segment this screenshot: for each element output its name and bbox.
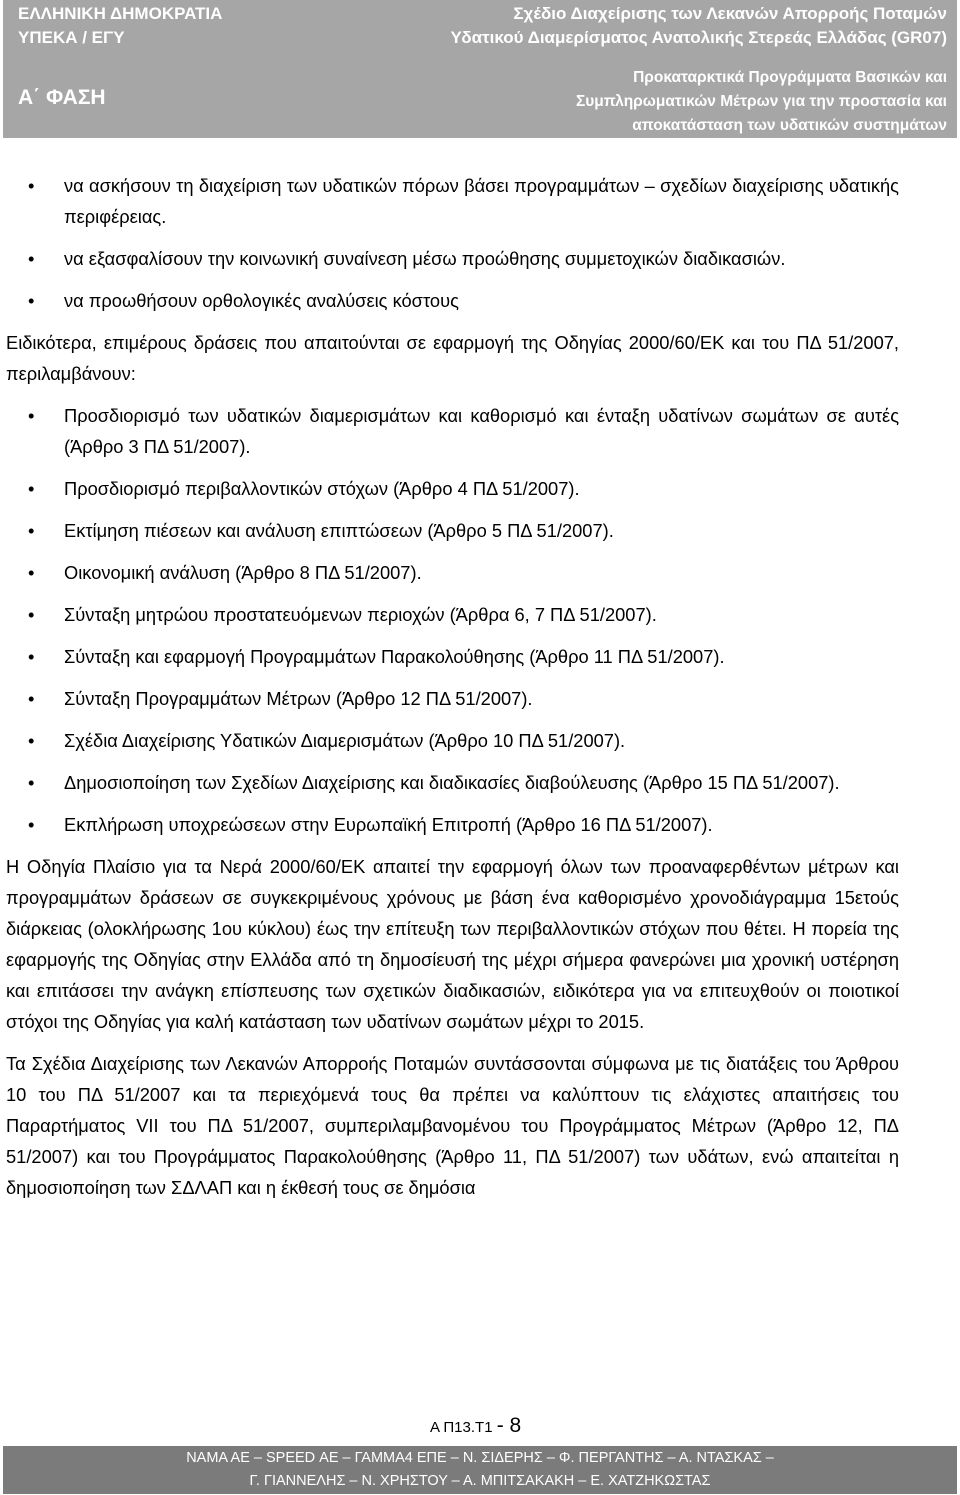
header-subtitle-line1: Προκαταρκτικά Προγράμματα Βασικών και [633, 69, 947, 86]
bullet-icon: • [28, 405, 35, 426]
document-footer [3, 1446, 957, 1494]
bullet-icon: • [28, 478, 35, 499]
header-republic: ΕΛΛΗΝΙΚΗ ΔΗΜΟΚΡΑΤΙΑ [18, 4, 223, 23]
list-item: • να εξασφαλίσουν την κοινωνική συναίνεση μέσω προώθησης συμμετοχικών διαδικασιών. [6, 243, 899, 274]
page-prefix: Α Π13.Τ1 [430, 1419, 493, 1436]
list-item: • Προσδιορισμό περιβαλλοντικών στόχων (Άρθρο 4 ΠΔ 51/2007). [6, 473, 899, 504]
list-item: • Οικονομική ανάλυση (Άρθρο 8 ΠΔ 51/2007). [6, 557, 899, 588]
list-item: • να προωθήσουν ορθολογικές αναλύσεις κόστους [6, 285, 899, 316]
footer-authors-line1: ΝΑΜΑ ΑΕ – SPEED ΑΕ – ΓΑΜΜΑ4 ΕΠΕ – Ν. ΣΙΔΕΡΗΣ – Φ. ΠΕΡΓΑΝΤΗΣ – Α. ΝΤΑΣΚΑΣ – [186, 1450, 774, 1466]
bullet-icon: • [28, 772, 35, 793]
document-body [6, 170, 899, 1203]
footer-authors-line2: Γ. ΓΙΑΝΝΕΛΗΣ – Ν. ΧΡΗΣΤΟΥ – Α. ΜΠΙΤΣΑΚΑΚΗ – Ε. ΧΑΤΖΗΚΩΣΤΑΣ [249, 1473, 711, 1489]
bullet-icon: • [28, 175, 35, 196]
header-ministry: ΥΠΕΚΑ / ΕΓΥ [18, 28, 125, 47]
page-number [430, 1414, 521, 1438]
paragraph-plans: Τα Σχέδια Διαχείρισης των Λεκανών Απορροής Ποταμών συντάσσονται σύμφωνα με τις διατάξεις του Άρθρου 10 του ΠΔ 51/2007 και τα περιεχόμενά τους θα πρέπει να καλύπτουν τις ελάχιστες απαιτήσεις του Παραρτήματος VII του ΠΔ 51/2007, συμπεριλαμβανομένου του Προγράμματος Μέτρων (Άρθρο 12, ΠΔ 51/2007) και του Προγράμματος Παρακολούθησης (Άρθρο 11, ΠΔ 51/2007) των υδάτων, ενώ απαιτείται η δημοσιοποίηση των ΣΔΛΑΠ και η έκθεσή τους σε δημόσια [6, 1053, 899, 1198]
header-subtitle [576, 66, 947, 138]
list-item: • Εκπλήρωση υποχρεώσεων στην Ευρωπαϊκή Επιτροπή (Άρθρο 16 ΠΔ 51/2007). [6, 809, 899, 840]
bullet-icon: • [28, 604, 35, 625]
header-phase: Α΄ ΦΑΣΗ [18, 86, 106, 109]
list-item: • Σύνταξη και εφαρμογή Προγραμμάτων Παρακολούθησης (Άρθρο 11 ΠΔ 51/2007). [6, 641, 899, 672]
list-item: • Σύνταξη Προγραμμάτων Μέτρων (Άρθρο 12 ΠΔ 51/2007). [6, 683, 899, 714]
bullet-icon: • [28, 290, 35, 311]
page-number-value: - 8 [496, 1414, 522, 1437]
intro-paragraph: Ειδικότερα, επιμέρους δράσεις που απαιτούνται σε εφαρμογή της Οδηγίας 2000/60/ΕΚ και του ΠΔ 51/2007, περιλαμβάνουν: [6, 332, 899, 384]
header-subtitle-line3: αποκατάσταση των υδατικών συστημάτων [632, 117, 947, 134]
header-plan-title: Σχέδιο Διαχείρισης των Λεκανών Απορροής Ποταμών [513, 4, 947, 23]
header-subtitle-line2: Συμπληρωματικών Μέτρων για την προστασία και [575, 93, 947, 110]
bullet-icon: • [28, 562, 35, 583]
bullet-icon: • [28, 646, 35, 667]
list-item: • Εκτίμηση πιέσεων και ανάλυση επιπτώσεων (Άρθρο 5 ΠΔ 51/2007). [6, 515, 899, 546]
list-item: • να ασκήσουν τη διαχείριση των υδατικών πόρων βάσει προγραμμάτων – σχεδίων διαχείρισης υδατικής περιφέρειας. [6, 170, 899, 232]
bullet-icon: • [28, 248, 35, 269]
bullet-icon: • [28, 520, 35, 541]
bullet-icon: • [28, 730, 35, 751]
bullet-icon: • [28, 814, 35, 835]
list-item: • Προσδιορισμό των υδατικών διαμερισμάτων και καθορισμό και ένταξη υδατίνων σωμάτων σε αυτές (Άρθρο 3 ΠΔ 51/2007). [6, 400, 899, 462]
paragraph-directive: Η Οδηγία Πλαίσιο για τα Νερά 2000/60/ΕΚ απαιτεί την εφαρμογή όλων των προαναφερθέντων μέτρων και προγραμμάτων δράσεων σε συγκεκριμένους χρόνους με βάση ένα καθορισμένο χρονοδιάγραμμα 15ετούς διάρκειας (ολοκλήρωσης 1ου κύκλου) έως την επίτευξη των περιβαλλοντικών στόχων που θέτει. Η πορεία της εφαρμογής της Οδηγίας στην Ελλάδα από τη δημοσίευσή της μέχρι σήμερα φανερώνει μια χρονική υστέρηση και επιτάσσει την ανάγκη επίσπευσης των σχετικών διαδικασιών, ειδικότερα για να επιτευχθούν οι ποιοτικοί στόχοι της Οδηγίας για καλή κατάσταση των υδατίνων σωμάτων μέχρι το 2015. [6, 856, 899, 1032]
header-district: Υδατικού Διαμερίσματος Ανατολικής Στερεάς Ελλάδας (GR07) [450, 28, 947, 47]
list-item: • Σχέδια Διαχείρισης Υδατικών Διαμερισμάτων (Άρθρο 10 ΠΔ 51/2007). [6, 725, 899, 756]
list-item: • Δημοσιοποίηση των Σχεδίων Διαχείρισης και διαδικασίες διαβούλευσης (Άρθρο 15 ΠΔ 51/2007). [6, 767, 899, 798]
bullet-icon: • [28, 688, 35, 709]
list-item: • Σύνταξη μητρώου προστατευόμενων περιοχών (Άρθρα 6, 7 ΠΔ 51/2007). [6, 599, 899, 630]
document-header [3, 0, 957, 138]
